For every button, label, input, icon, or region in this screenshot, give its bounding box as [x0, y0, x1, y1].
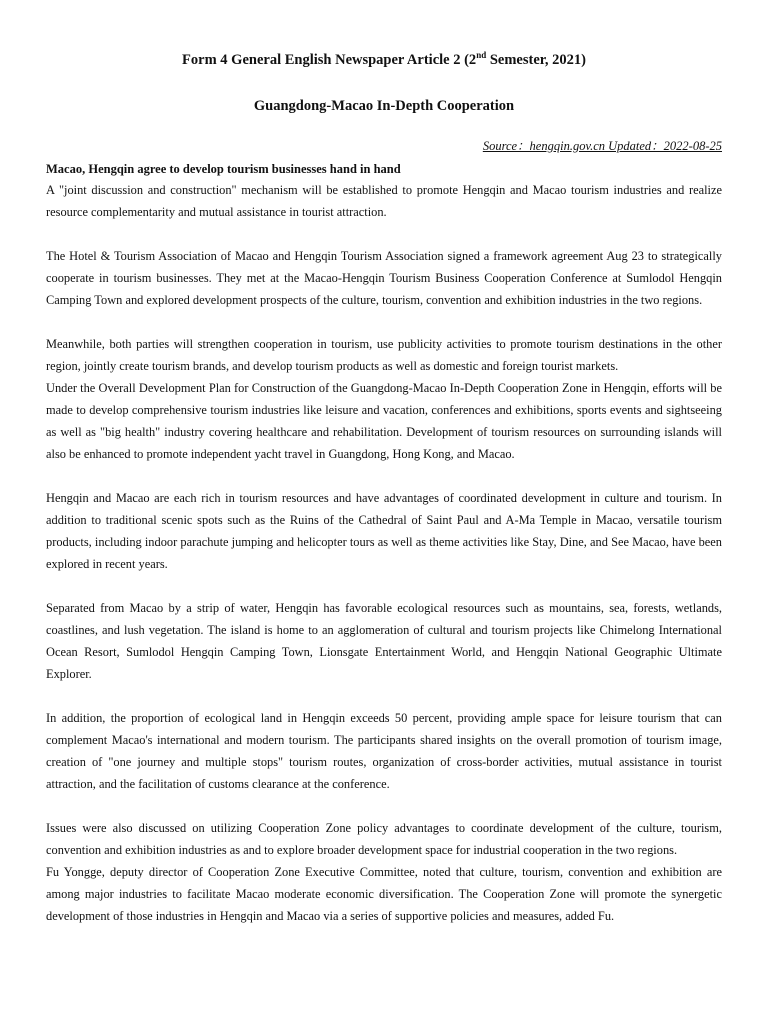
article-paragraph-8: Issues were also discussed on utilizing Cooperation Zone policy advantages to coordinate development of the culture, tourism, convention and exhibition industries as and to explore broader development space for industrial cooperation in the two regions. [46, 821, 722, 857]
title-superscript: nd [476, 50, 487, 60]
document-subtitle: Guangdong-Macao In-Depth Cooperation [253, 98, 515, 114]
article-paragraph-2: The Hotel & Tourism Association of Macao and Hengqin Tourism Association signed a framework agreement Aug 23 to strategically cooperate in tourism businesses. They met at the Macao-Hengqin Tourism Business Cooperation Conference at Sumlodol Hengqin Camping Town and explored development prospects of the culture, tourism, convention and exhibition industries in the two regions. [46, 249, 722, 307]
article-paragraph-1: A "joint discussion and construction" mechanism will be established to promote Hengqin and Macao tourism industries and realize resource complementarity and mutual assistance in tourist attraction. [46, 183, 722, 219]
article-paragraph-5: Hengqin and Macao are each rich in tourism resources and have advantages of coordinated development in culture and tourism. In addition to traditional scenic spots such as the Ruins of the Cathedral of Saint Paul and A-Ma Temple in Macao, versatile tourism products, including indoor parachute jumping and helicopter tours as well as theme activities like Stay, Dine, and See Macao, have been explored in recent years. [46, 491, 722, 571]
document-title [46, 50, 722, 70]
document-page [46, 50, 722, 927]
article-paragraph-9: Fu Yongge, deputy director of Cooperation Zone Executive Committee, noted that culture, tourism, convention and exhibition are among major industries to facilitate Macao moderate economic diversification. The Cooperation Zone will promote the synergetic development of those industries in Hengqin and Macao via a series of supportive policies and measures, added Fu. [46, 865, 722, 923]
article-paragraph-7: In addition, the proportion of ecological land in Hengqin exceeds 50 percent, providing ample space for leisure tourism that can complement Macao's international and modern tourism. The participants shared insights on the overall promotion of tourism image, creation of "one journey and multiple stops" tourism routes, organization of cross-border activities, mutual assistance in tourist attraction, and the facilitation of customs clearance at the conference. [46, 711, 722, 791]
article-paragraph-6: Separated from Macao by a strip of water, Hengqin has favorable ecological resources such as mountains, sea, forests, wetlands, coastlines, and lush vegetation. The island is home to an agglomeration of cultural and tourism projects like Chimelong International Ocean Resort, Sumlodol Hengqin Camping Town, Lionsgate Entertainment World, and Hengqin National Geographic Ultimate Explorer. [46, 601, 722, 681]
article-paragraph-4: Under the Overall Development Plan for Construction of the Guangdong-Macao In-Depth Cooperation Zone in Hengqin, efforts will be made to develop comprehensive tourism industries like leisure and vacation, conferences and exhibitions, sports events and sightseeing as well as "big health" industry covering healthcare and rehabilitation. Development of tourism resources on surrounding islands will also be enhanced to promote independent yacht travel in Guangdong, Hong Kong, and Macao. [46, 381, 722, 461]
article-paragraph-3: Meanwhile, both parties will strengthen cooperation in tourism, use publicity activities to promote tourism destinations in the other region, jointly create tourism brands, and develop tourism products as well as domestic and foreign tourist markets. [46, 337, 722, 373]
title-suffix: Semester, 2021) [486, 52, 586, 68]
title-prefix: Form 4 General English Newspaper Article 2 (2 [182, 52, 477, 68]
source-line: Source：hengqin.gov.cn Updated：2022-08-25 [482, 139, 722, 153]
article-headline: Macao, Hengqin agree to develop tourism businesses hand in hand [46, 162, 401, 176]
